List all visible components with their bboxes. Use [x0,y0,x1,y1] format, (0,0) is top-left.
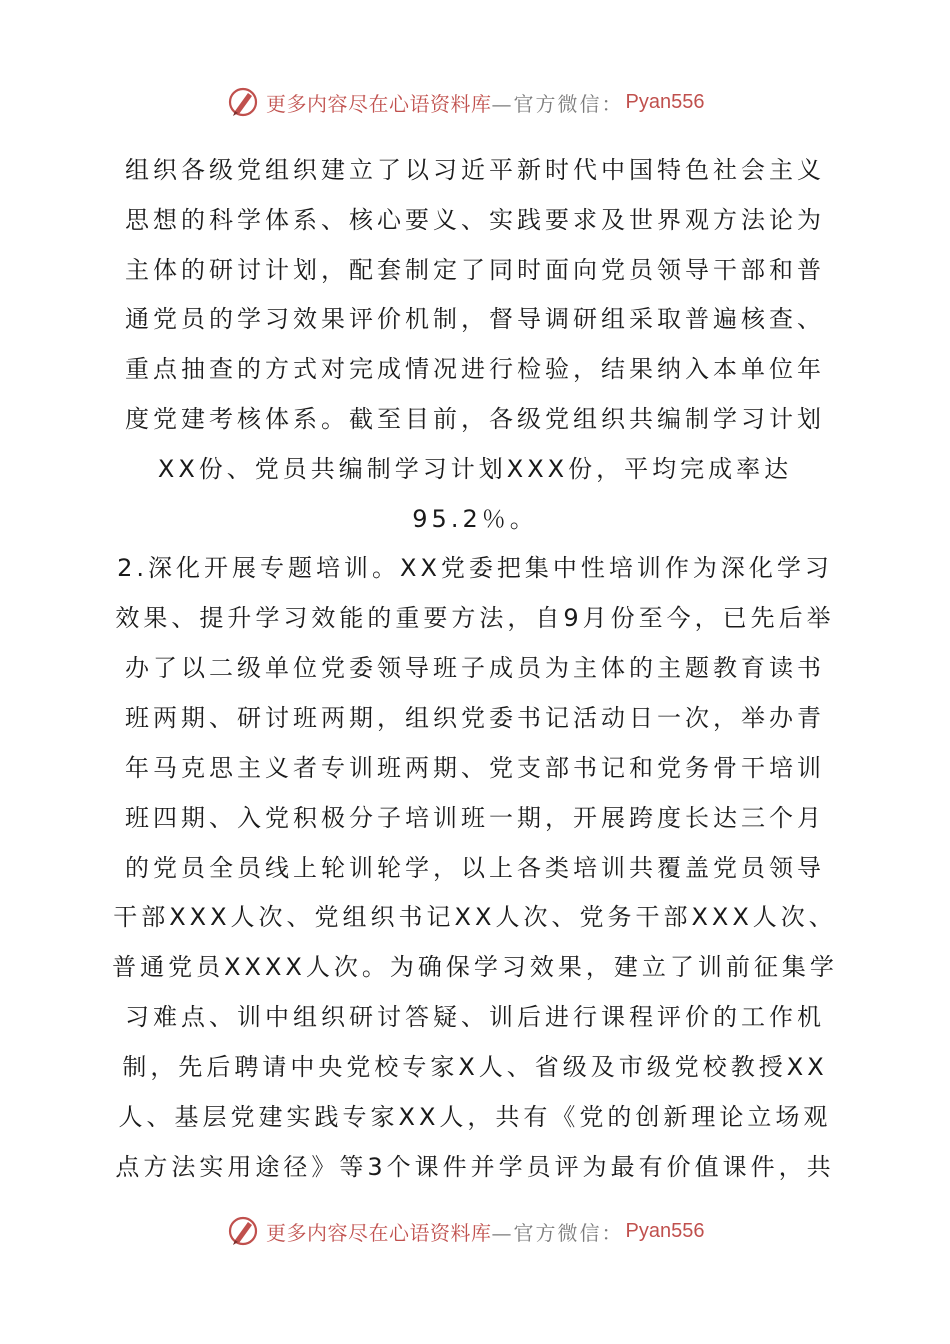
body-line: 点方法实用途径》等3个课件并学员评为最有价值课件，共 [115,1153,835,1181]
section-heading-line: 2.深化开展专题培训。XX党委把集中性培训作为深化学习 [117,554,833,582]
header-watermark-banner [226,82,704,122]
body-line: 干部XXX人次、党组织书记XX人次、党务干部XXX人次、 [113,903,837,931]
banner-main-text: 更多内容尽在心语资料库 [266,1220,492,1245]
banner-dash-text: —官方微信： [491,1220,624,1245]
banner-wechat-id: Pyan556 [625,90,705,113]
body-line: 人、基层党建实践专家XX人，共有《党的创新理论立场观 [118,1103,832,1131]
banner-main-text: 更多内容尽在心语资料库 [266,91,492,116]
body-line: 主体的研讨计划，配套制定了同时面向党员领导干部和普 [125,256,825,284]
body-line: 思想的科学体系、核心要义、实践要求及世界观方法论为 [125,206,825,234]
body-line: 办了以二级单位党委领导班子成员为主体的主题教育读书 [125,654,825,682]
body-line: 普通党员XXXX人次。为确保学习效果，建立了训前征集学 [112,953,838,981]
footer-watermark-banner [226,1211,704,1251]
banner-dash-text: —官方微信： [491,91,624,116]
body-line: 习难点、训中组织研讨答疑、训后进行课程评价的工作机 [125,1003,825,1031]
body-line: 年马克思主义者专训班两期、党支部书记和党务骨干培训 [125,754,825,782]
body-line: 的党员全员线上轮训轮学，以上各类培训共覆盖党员领导 [125,854,825,882]
body-line: 制，先后聘请中央党校专家X人、省级及市级党校教授XX [122,1053,828,1081]
body-line: 班两期、研讨班两期，组织党委书记活动日一次，举办青 [125,704,825,732]
banner-wechat-id: Pyan556 [625,1219,705,1242]
body-line: 效果、提升学习效能的重要方法，自9月份至今，已先后举 [115,604,835,632]
body-line: 通党员的学习效果评价机制，督导调研组采取普遍核查、 [125,305,825,333]
body-line: 班四期、入党积极分子培训班一期，开展跨度长达三个月 [125,804,825,832]
body-line: 重点抽查的方式对完成情况进行检验，结果纳入本单位年 [125,355,825,383]
body-line: 组织各级党组织建立了以习近平新时代中国特色社会主义 [125,156,825,184]
body-line: 95.2％。 [412,505,538,533]
pen-circle-icon [226,1214,260,1248]
pen-circle-icon [226,85,260,119]
body-line: 度党建考核体系。截至目前，各级党组织共编制学习计划 [125,405,825,433]
body-line: XX份、党员共编制学习计划XXX份，平均完成率达 [157,455,793,483]
